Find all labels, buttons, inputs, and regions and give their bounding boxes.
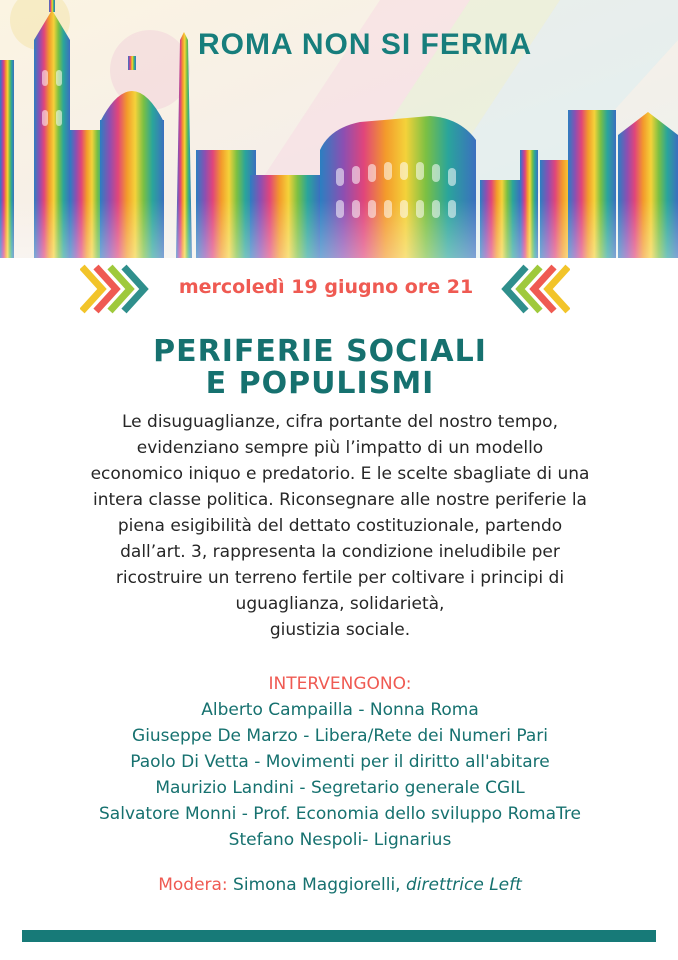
description-paragraph	[20, 409, 660, 643]
description-line: giustizia sociale.	[269, 620, 411, 640]
description-line: dall’art. 3, rappresenta la condizione ineludibile per	[120, 542, 560, 562]
bottom-bar	[22, 930, 656, 942]
moderator-label: Modera:	[158, 875, 228, 895]
speaker-item: Giuseppe De Marzo - Libera/Rete dei Numeri Pari	[132, 726, 548, 746]
speaker-item: Stefano Nespoli- Lignarius	[228, 830, 452, 850]
description-line: evidenziano sempre più l’impatto di un modello	[136, 438, 544, 458]
description-line: ricostruire un terreno fertile per coltivare i principi di	[115, 568, 565, 588]
speakers-heading: INTERVENGONO:	[268, 674, 412, 694]
moderator-role: direttrice Left	[405, 875, 522, 895]
moderator-line	[20, 875, 660, 895]
description-line: piena esigibilità del dettato costituzionale, partendo	[117, 516, 563, 536]
speaker-item: Salvatore Monni - Prof. Economia dello sviluppo RomaTre	[99, 804, 581, 824]
title-line-2: E POPULISMI	[205, 366, 435, 401]
speaker-item: Alberto Campailla - Nonna Roma	[201, 700, 479, 720]
description-line: intera classe politica. Riconsegnare alle nostre periferie la	[93, 490, 587, 510]
title-line-1: PERIFERIE SOCIALI	[153, 334, 487, 369]
description-line: uguaglianza, solidarietà,	[235, 594, 445, 614]
description-line: Le disuguaglianze, cifra portante del nostro tempo,	[122, 412, 558, 432]
event-title	[60, 336, 580, 400]
skyline-banner	[0, 0, 678, 258]
event-date-row	[0, 262, 678, 314]
chevron-right-icon	[494, 264, 570, 314]
speakers-section	[20, 671, 660, 853]
event-date: mercoledì 19 giugno ore 21	[178, 276, 474, 298]
moderator-name: Simona Maggiorelli,	[227, 875, 401, 895]
speaker-item: Paolo Di Vetta - Movimenti per il diritto all'abitare	[130, 752, 550, 772]
chevron-left-icon	[80, 264, 156, 314]
description-line: economico iniquo e predatorio. E le scelte sbagliate di una	[90, 464, 590, 484]
speaker-item: Maurizio Landini - Segretario generale CGIL	[155, 778, 525, 798]
banner-headline: ROMA NON SI FERMA	[198, 28, 533, 61]
